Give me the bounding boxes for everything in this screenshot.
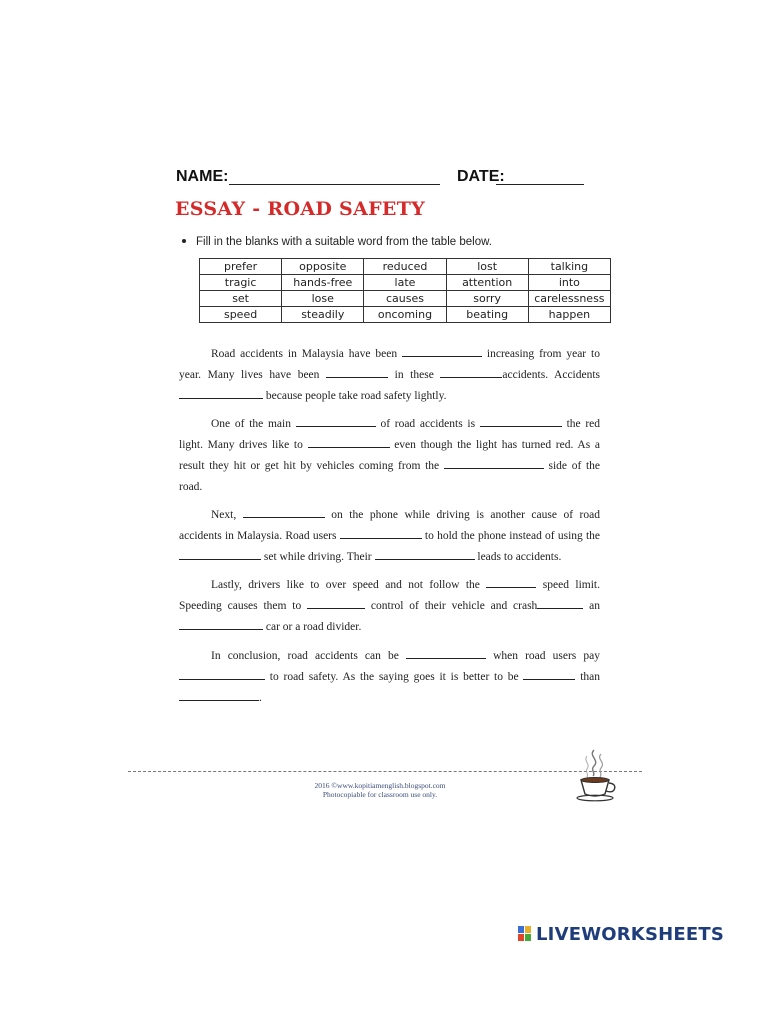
word-cell: sorry xyxy=(446,291,528,307)
word-cell: causes xyxy=(364,291,446,307)
blank-field[interactable] xyxy=(179,549,261,560)
word-cell: steadily xyxy=(282,307,364,323)
word-cell: attention xyxy=(446,275,528,291)
text-segment: Lastly, drivers like to over speed and not follow the xyxy=(211,579,480,591)
instruction-text: Fill in the blanks with a suitable word from the table below. xyxy=(196,236,492,248)
name-date-header xyxy=(176,168,596,190)
text-segment: to hold the phone instead of using the xyxy=(424,530,601,542)
date-label: DATE: xyxy=(457,168,505,185)
word-cell: late xyxy=(364,275,446,291)
word-cell: speed xyxy=(200,307,282,323)
blank-field[interactable] xyxy=(480,416,562,427)
footer-divider xyxy=(128,771,642,772)
blank-field[interactable] xyxy=(523,669,575,680)
word-cell: carelessness xyxy=(528,291,610,307)
blank-field[interactable] xyxy=(486,577,536,588)
blank-field[interactable] xyxy=(296,416,376,427)
table-row xyxy=(200,291,611,307)
text-segment: speed limit. Speeding causes them to xyxy=(179,579,600,612)
text-segment: car or a road divider. xyxy=(265,621,362,633)
brand-text: LIVEWORKSHEETS xyxy=(536,924,725,945)
paragraph-2 xyxy=(179,414,600,498)
blank-field[interactable] xyxy=(179,388,263,399)
paragraph-5 xyxy=(179,646,600,709)
paragraph-4 xyxy=(179,575,600,638)
word-bank-table xyxy=(199,258,611,323)
word-cell: lose xyxy=(282,291,364,307)
date-field[interactable] xyxy=(496,184,584,185)
word-cell: prefer xyxy=(200,259,282,275)
word-cell: set xyxy=(200,291,282,307)
blank-field[interactable] xyxy=(179,619,263,630)
word-cell: beating xyxy=(446,307,528,323)
paragraph-3 xyxy=(179,505,600,568)
text-segment: an xyxy=(589,600,600,612)
blank-field[interactable] xyxy=(179,690,259,701)
table-row xyxy=(200,307,611,323)
blank-field[interactable] xyxy=(326,367,388,378)
word-cell: happen xyxy=(528,307,610,323)
blank-field[interactable] xyxy=(444,458,544,469)
text-segment: accidents. Accidents xyxy=(502,369,601,381)
blank-field[interactable] xyxy=(308,437,390,448)
liveworksheets-logo-icon xyxy=(518,926,532,942)
word-cell: oncoming xyxy=(364,307,446,323)
blank-field[interactable] xyxy=(340,528,422,539)
word-cell: talking xyxy=(528,259,610,275)
text-segment: than xyxy=(580,671,601,683)
footer-note: Photocopiable for classroom use only. xyxy=(322,790,438,799)
coffee-cup-icon xyxy=(574,746,618,802)
word-cell: opposite xyxy=(282,259,364,275)
word-cell: lost xyxy=(446,259,528,275)
text-segment: to road safety. As the saying goes it is better to be xyxy=(269,671,519,683)
text-segment: on the phone while driving is another cause of road accidents in Malaysia. Road users xyxy=(179,509,600,542)
text-segment: the red light. Many drives like to xyxy=(179,418,601,451)
text-segment: control of their vehicle and crash xyxy=(370,600,538,612)
text-segment: One of the main xyxy=(211,418,291,430)
blank-field[interactable] xyxy=(406,648,486,659)
blank-field[interactable] xyxy=(537,598,583,609)
word-cell: tragic xyxy=(200,275,282,291)
blank-field[interactable] xyxy=(243,507,325,518)
word-cell: into xyxy=(528,275,610,291)
bullet-icon xyxy=(182,239,186,243)
footer-copyright: 2016 ©www.kopitiamenglish.blogspot.com xyxy=(314,781,446,790)
paragraph-1 xyxy=(179,344,600,407)
page-title: ESSAY - ROAD SAFETY xyxy=(175,198,425,220)
instruction xyxy=(182,236,492,248)
text-segment: because people take road safety lightly. xyxy=(265,390,447,402)
text-segment: In conclusion, road accidents can be xyxy=(211,650,399,662)
footer xyxy=(240,781,520,799)
blank-field[interactable] xyxy=(375,549,475,560)
blank-field[interactable] xyxy=(179,669,265,680)
word-cell: hands-free xyxy=(282,275,364,291)
blank-field[interactable] xyxy=(307,598,365,609)
text-segment: . xyxy=(259,692,262,704)
text-segment: side of the road. xyxy=(179,460,601,493)
text-segment: leads to accidents. xyxy=(477,551,562,563)
blank-field[interactable] xyxy=(402,346,482,357)
liveworksheets-brand xyxy=(518,924,724,946)
text-segment: Road accidents in Malaysia have been xyxy=(211,348,398,360)
table-row xyxy=(200,259,611,275)
word-cell: reduced xyxy=(364,259,446,275)
text-segment: Next, xyxy=(211,509,237,521)
blank-field[interactable] xyxy=(440,367,502,378)
name-label: NAME: xyxy=(176,168,229,185)
table-row xyxy=(200,275,611,291)
text-segment: in these xyxy=(394,369,434,381)
text-segment: set while driving. Their xyxy=(263,551,372,563)
text-segment: when road users pay xyxy=(493,650,600,662)
text-segment: even though the light has turned red. As a result they hit or get hit by vehicles coming from the xyxy=(179,439,600,472)
name-field[interactable] xyxy=(229,184,440,185)
text-segment: of road accidents is xyxy=(380,418,476,430)
text-segment: increasing from year to year. Many lives have been xyxy=(179,348,600,381)
